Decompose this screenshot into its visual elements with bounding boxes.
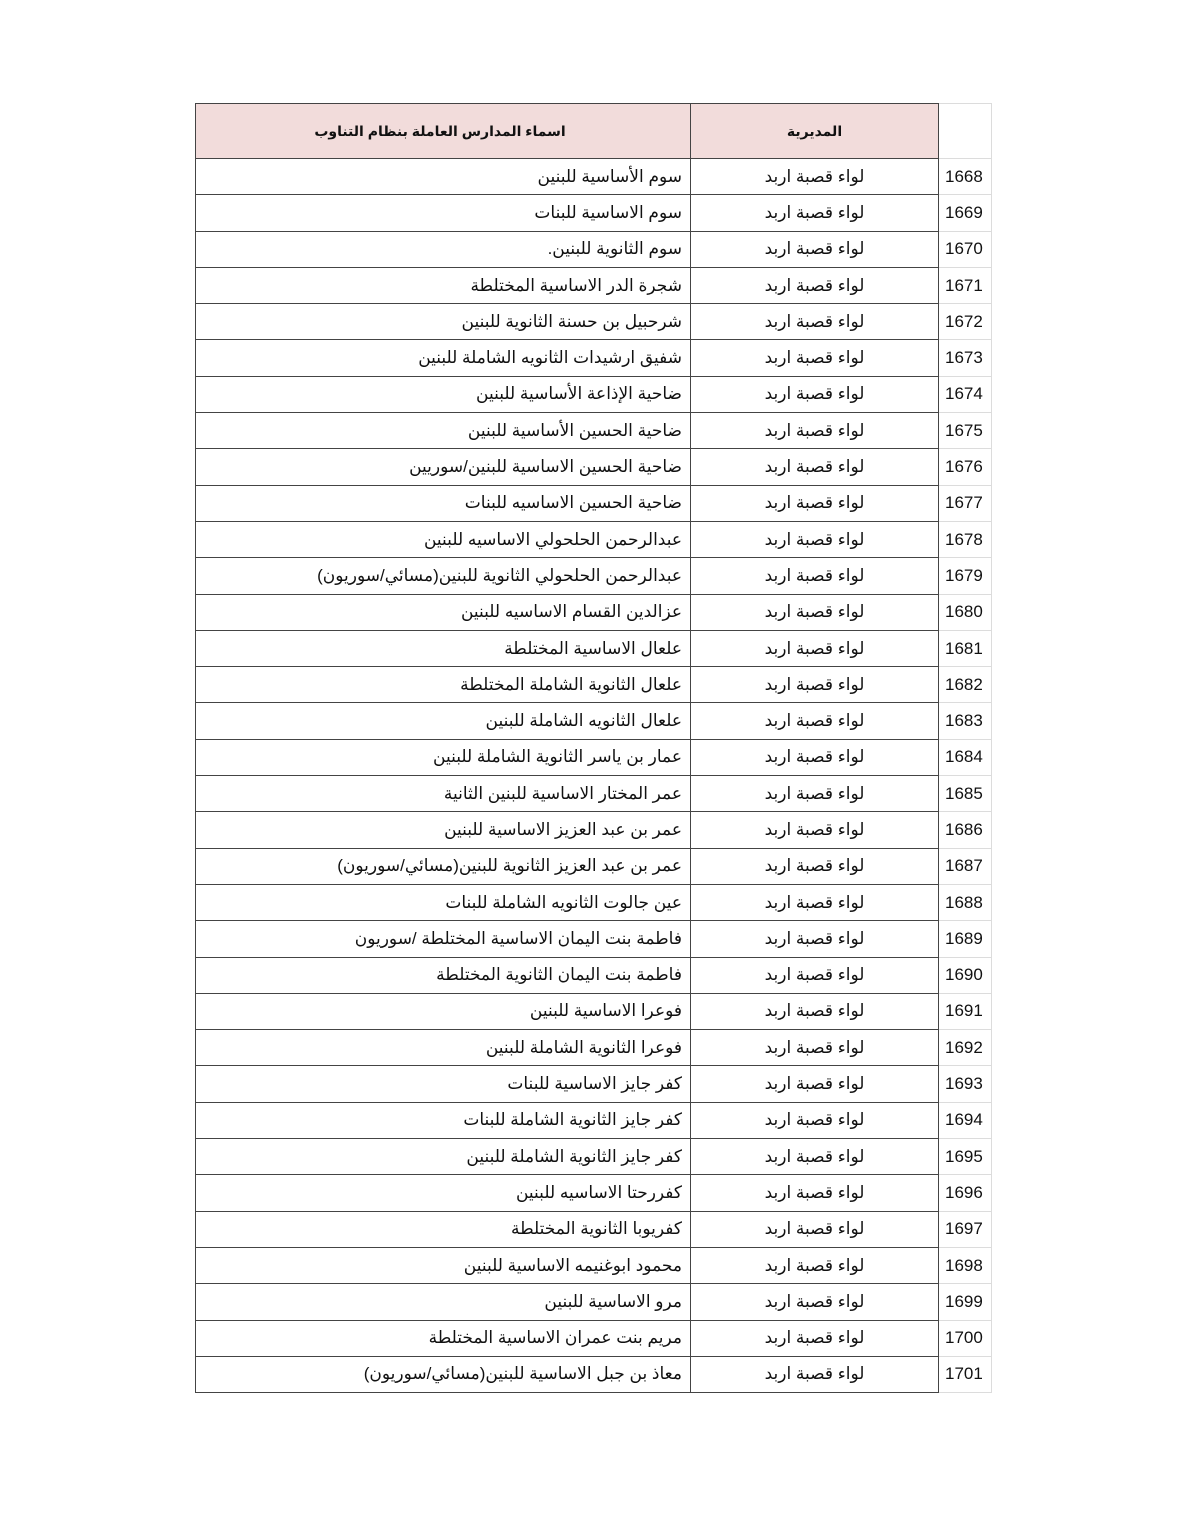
school-name: عمر بن عبد العزيز الاساسية للبنين — [444, 819, 682, 839]
row-number-cell[interactable] — [939, 848, 992, 884]
table-row — [196, 957, 992, 993]
row-number: 1673 — [945, 348, 983, 368]
row-number: 1672 — [945, 311, 983, 331]
row-number-cell[interactable] — [939, 1102, 992, 1138]
row-number-cell[interactable] — [939, 884, 992, 920]
directorate-name: لواء قصبة اربد — [764, 529, 865, 549]
directorate-cell[interactable] — [691, 776, 939, 812]
school-name-cell[interactable] — [196, 993, 691, 1029]
directorate-name: لواء قصبة اربد — [764, 493, 865, 513]
directorate-cell[interactable] — [691, 1030, 939, 1066]
school-name-cell[interactable] — [196, 413, 691, 449]
row-number-cell[interactable] — [939, 630, 992, 666]
directorate-cell[interactable] — [691, 594, 939, 630]
row-number-cell[interactable] — [939, 231, 992, 267]
row-number: 1695 — [945, 1146, 983, 1166]
header-row — [196, 104, 992, 159]
row-number-cell[interactable] — [939, 340, 992, 376]
school-name: مريم بنت عمران الاساسية المختلطة — [428, 1328, 682, 1348]
row-number-cell[interactable] — [939, 1139, 992, 1175]
directorate-name: لواء قصبة اربد — [764, 602, 865, 622]
table-row — [196, 413, 992, 449]
row-number: 1692 — [945, 1037, 983, 1057]
table-row — [196, 485, 992, 521]
school-name: سوم الاساسية للبنات — [534, 202, 682, 222]
directorate-name: لواء قصبة اربد — [764, 638, 865, 658]
school-name: ضاحية الحسين الأساسية للبنين — [467, 420, 682, 440]
school-name-cell[interactable] — [196, 1030, 691, 1066]
directorate-cell[interactable] — [691, 667, 939, 703]
school-name: سوم الثانوية للبنين. — [547, 239, 682, 259]
directorate-cell[interactable] — [691, 267, 939, 303]
school-name-cell[interactable] — [196, 449, 691, 485]
row-number: 1676 — [945, 457, 983, 477]
row-number-cell[interactable] — [939, 449, 992, 485]
school-name-cell[interactable] — [196, 812, 691, 848]
school-name-cell[interactable] — [196, 1139, 691, 1175]
school-name: عمر بن عبد العزيز الثانوية للبنين(مسائي/سوريون) — [337, 856, 682, 876]
school-name: فاطمة بنت اليمان الثانوية المختلطة — [436, 965, 682, 985]
row-number-cell[interactable] — [939, 1284, 992, 1320]
directorate-cell[interactable] — [691, 449, 939, 485]
directorate-cell[interactable] — [691, 521, 939, 557]
directorate-cell[interactable] — [691, 1211, 939, 1247]
table-row — [196, 340, 992, 376]
table-row — [196, 1030, 992, 1066]
table-row — [196, 521, 992, 557]
directorate-cell[interactable] — [691, 921, 939, 957]
school-name: كفر جايز الثانوية الشاملة للبنات — [463, 1110, 682, 1130]
school-name-cell[interactable] — [196, 884, 691, 920]
table-row — [196, 848, 992, 884]
school-name-cell[interactable] — [196, 1320, 691, 1356]
table-row — [196, 1102, 992, 1138]
school-name-cell[interactable] — [196, 1356, 691, 1392]
row-number-cell[interactable] — [939, 1247, 992, 1283]
school-name: مرو الاساسية للبنين — [544, 1291, 682, 1311]
directorate-name: لواء قصبة اربد — [764, 275, 865, 295]
school-name-cell[interactable] — [196, 1211, 691, 1247]
school-name: معاذ بن جبل الاساسية للبنين(مسائي/سوريون) — [363, 1364, 682, 1384]
row-number: 1700 — [945, 1328, 983, 1348]
school-name: ضاحية الحسين الاساسيه للبنات — [464, 493, 682, 513]
school-name-cell[interactable] — [196, 1102, 691, 1138]
table-row — [196, 1066, 992, 1102]
row-number-cell[interactable] — [939, 776, 992, 812]
row-number: 1685 — [945, 783, 983, 803]
table-row — [196, 376, 992, 412]
school-name: علعال الثانويه الشاملة للبنين — [485, 711, 682, 731]
directorate-cell[interactable] — [691, 739, 939, 775]
school-name-cell[interactable] — [196, 848, 691, 884]
table-row — [196, 667, 992, 703]
directorate-cell[interactable] — [691, 1247, 939, 1283]
directorate-cell[interactable] — [691, 812, 939, 848]
row-number: 1694 — [945, 1110, 983, 1130]
school-name: ضاحية الإذاعة الأساسية للبنين — [476, 384, 682, 404]
directorate-cell[interactable] — [691, 558, 939, 594]
row-number-cell[interactable] — [939, 413, 992, 449]
school-name-cell[interactable] — [196, 957, 691, 993]
school-name-cell[interactable] — [196, 739, 691, 775]
table-row — [196, 703, 992, 739]
school-name: ضاحية الحسين الاساسية للبنين/سوريين — [409, 457, 682, 477]
row-number: 1679 — [945, 565, 983, 585]
table-row — [196, 1211, 992, 1247]
school-name: شفيق ارشيدات الثانويه الشاملة للبنين — [418, 348, 682, 368]
row-number: 1681 — [945, 638, 983, 658]
row-number: 1688 — [945, 892, 983, 912]
row-number: 1687 — [945, 856, 983, 876]
school-name-cell[interactable] — [196, 703, 691, 739]
schools-table — [195, 103, 992, 1393]
row-number: 1680 — [945, 602, 983, 622]
directorate-cell[interactable] — [691, 1066, 939, 1102]
directorate-name: لواء قصبة اربد — [764, 348, 865, 368]
header-school-names[interactable]: اسماء المدارس العاملة بنظام التناوب — [196, 104, 691, 159]
row-number-cell[interactable] — [939, 1030, 992, 1066]
row-number-cell[interactable] — [939, 739, 992, 775]
school-name: علعال الاساسية المختلطة — [504, 638, 682, 658]
school-name-cell[interactable] — [196, 1066, 691, 1102]
directorate-cell[interactable] — [691, 957, 939, 993]
directorate-name: لواء قصبة اربد — [764, 1364, 865, 1384]
school-name: علعال الثانوية الشاملة المختلطة — [460, 674, 682, 694]
row-number-cell[interactable] — [939, 376, 992, 412]
row-number-cell[interactable] — [939, 195, 992, 231]
table-row — [196, 1175, 992, 1211]
directorate-cell[interactable] — [691, 340, 939, 376]
row-number: 1697 — [945, 1219, 983, 1239]
school-name: شجرة الدر الاساسية المختلطة — [470, 275, 682, 295]
row-number: 1690 — [945, 965, 983, 985]
table-row — [196, 304, 992, 340]
directorate-cell[interactable] — [691, 195, 939, 231]
directorate-cell[interactable] — [691, 1102, 939, 1138]
row-number: 1689 — [945, 928, 983, 948]
school-name-cell[interactable] — [196, 594, 691, 630]
table-row — [196, 739, 992, 775]
table-row — [196, 449, 992, 485]
directorate-cell[interactable] — [691, 485, 939, 521]
table-row — [196, 1284, 992, 1320]
directorate-name: لواء قصبة اربد — [764, 166, 865, 186]
directorate-name: لواء قصبة اربد — [764, 1255, 865, 1275]
table-row — [196, 812, 992, 848]
directorate-name: لواء قصبة اربد — [764, 1291, 865, 1311]
directorate-cell[interactable] — [691, 848, 939, 884]
school-name: عزالدين القسام الاساسيه للبنين — [460, 602, 682, 622]
table-row — [196, 1356, 992, 1392]
directorate-name: لواء قصبة اربد — [764, 965, 865, 985]
row-number-cell[interactable] — [939, 921, 992, 957]
row-number-cell[interactable] — [939, 1320, 992, 1356]
directorate-name: لواء قصبة اربد — [764, 711, 865, 731]
row-number: 1684 — [945, 747, 983, 767]
directorate-name: لواء قصبة اربد — [764, 1110, 865, 1130]
school-name-cell[interactable] — [196, 159, 691, 195]
directorate-name: لواء قصبة اربد — [764, 747, 865, 767]
row-number-cell[interactable] — [939, 1175, 992, 1211]
school-name-cell[interactable] — [196, 558, 691, 594]
table-row — [196, 1320, 992, 1356]
school-name-cell[interactable] — [196, 521, 691, 557]
directorate-cell[interactable] — [691, 1139, 939, 1175]
row-number: 1670 — [945, 239, 983, 259]
school-name: عين جالوت الثانويه الشاملة للبنات — [445, 892, 682, 912]
school-name-cell[interactable] — [196, 1247, 691, 1283]
row-number: 1698 — [945, 1255, 983, 1275]
school-name: عبدالرحمن الحلحولي الاساسيه للبنين — [423, 529, 682, 549]
row-number: 1675 — [945, 420, 983, 440]
row-number: 1701 — [945, 1364, 983, 1384]
directorate-cell[interactable] — [691, 304, 939, 340]
table-row — [196, 921, 992, 957]
table-row — [196, 159, 992, 195]
table-row — [196, 594, 992, 630]
directorate-cell[interactable] — [691, 1320, 939, 1356]
table-row — [196, 993, 992, 1029]
school-name: عمار بن ياسر الثانوية الشاملة للبنين — [433, 747, 682, 767]
directorate-name: لواء قصبة اربد — [764, 928, 865, 948]
directorate-cell[interactable] — [691, 1356, 939, 1392]
school-name-cell[interactable] — [196, 195, 691, 231]
school-name-cell[interactable] — [196, 267, 691, 303]
school-name-cell[interactable] — [196, 921, 691, 957]
school-name-cell[interactable] — [196, 630, 691, 666]
row-number-cell[interactable] — [939, 485, 992, 521]
directorate-name: لواء قصبة اربد — [764, 856, 865, 876]
row-number: 1682 — [945, 674, 983, 694]
school-name: فاطمة بنت اليمان الاساسية المختلطة /سوريون — [354, 928, 682, 948]
directorate-name: لواء قصبة اربد — [764, 311, 865, 331]
school-name-cell[interactable] — [196, 1175, 691, 1211]
directorate-name: لواء قصبة اربد — [764, 565, 865, 585]
directorate-cell[interactable] — [691, 993, 939, 1029]
row-number-cell[interactable] — [939, 1066, 992, 1102]
school-name-cell[interactable] — [196, 776, 691, 812]
school-name-cell[interactable] — [196, 340, 691, 376]
school-name: محمود ابوغنيمه الاساسية للبنين — [463, 1255, 682, 1275]
row-number-cell[interactable] — [939, 304, 992, 340]
directorate-cell[interactable] — [691, 1175, 939, 1211]
directorate-name: لواء قصبة اربد — [764, 892, 865, 912]
table-row — [196, 1139, 992, 1175]
table-row — [196, 1247, 992, 1283]
header-directorate[interactable]: المديرية — [691, 104, 939, 159]
directorate-name: لواء قصبة اربد — [764, 1001, 865, 1021]
row-number: 1668 — [945, 166, 983, 186]
row-number-cell[interactable] — [939, 594, 992, 630]
school-name: شرحبيل بن حسنة الثانوية للبنين — [461, 311, 682, 331]
directorate-name: لواء قصبة اربد — [764, 674, 865, 694]
school-name-cell[interactable] — [196, 231, 691, 267]
row-number-cell[interactable] — [939, 667, 992, 703]
directorate-name: لواء قصبة اربد — [764, 457, 865, 477]
table-row — [196, 558, 992, 594]
table-row — [196, 231, 992, 267]
row-number-cell[interactable] — [939, 993, 992, 1029]
header-number[interactable] — [939, 104, 992, 159]
school-name-cell[interactable] — [196, 667, 691, 703]
directorate-cell[interactable] — [691, 1284, 939, 1320]
row-number: 1677 — [945, 493, 983, 513]
row-number-cell[interactable] — [939, 703, 992, 739]
row-number-cell[interactable] — [939, 159, 992, 195]
row-number: 1699 — [945, 1291, 983, 1311]
directorate-cell[interactable] — [691, 159, 939, 195]
row-number-cell[interactable] — [939, 1211, 992, 1247]
school-name: عبدالرحمن الحلحولي الثانوية للبنين(مسائي/سوريون) — [317, 565, 682, 585]
table-row — [196, 195, 992, 231]
directorate-name: لواء قصبة اربد — [764, 1219, 865, 1239]
row-number: 1691 — [945, 1001, 983, 1021]
row-number-cell[interactable] — [939, 957, 992, 993]
school-name: كفررحتا الاساسيه للبنين — [515, 1182, 682, 1202]
school-name: كفر جايز الثانوية الشاملة للبنين — [466, 1146, 682, 1166]
school-name: كفريوبا الثانوية المختلطة — [510, 1219, 682, 1239]
directorate-name: لواء قصبة اربد — [764, 1328, 865, 1348]
directorate-name: لواء قصبة اربد — [764, 783, 865, 803]
school-name: سوم الأساسية للبنين — [537, 166, 682, 186]
directorate-cell[interactable] — [691, 884, 939, 920]
row-number: 1686 — [945, 819, 983, 839]
table-row — [196, 776, 992, 812]
directorate-cell[interactable] — [691, 376, 939, 412]
directorate-name: لواء قصبة اربد — [764, 1037, 865, 1057]
row-number-cell[interactable] — [939, 812, 992, 848]
school-name-cell[interactable] — [196, 376, 691, 412]
directorate-cell[interactable] — [691, 703, 939, 739]
school-name: فوعرا الثانوية الشاملة للبنين — [485, 1037, 682, 1057]
school-name: فوعرا الاساسية للبنين — [529, 1001, 682, 1021]
school-name-cell[interactable] — [196, 485, 691, 521]
directorate-name: لواء قصبة اربد — [764, 1146, 865, 1166]
table-row — [196, 630, 992, 666]
row-number-cell[interactable] — [939, 267, 992, 303]
directorate-cell[interactable] — [691, 231, 939, 267]
table-row — [196, 267, 992, 303]
row-number: 1669 — [945, 202, 983, 222]
row-number: 1693 — [945, 1074, 983, 1094]
row-number: 1678 — [945, 529, 983, 549]
row-number-cell[interactable] — [939, 521, 992, 557]
directorate-name: لواء قصبة اربد — [764, 239, 865, 259]
row-number: 1671 — [945, 275, 983, 295]
school-name: كفر جايز الاساسية للبنات — [507, 1074, 682, 1094]
row-number: 1683 — [945, 711, 983, 731]
school-name-cell[interactable] — [196, 1284, 691, 1320]
table-row — [196, 884, 992, 920]
row-number-cell[interactable] — [939, 1356, 992, 1392]
directorate-name: لواء قصبة اربد — [764, 1074, 865, 1094]
directorate-name: لواء قصبة اربد — [764, 1182, 865, 1202]
directorate-cell[interactable] — [691, 413, 939, 449]
directorate-name: لواء قصبة اربد — [764, 384, 865, 404]
table-body — [196, 159, 992, 1393]
row-number: 1674 — [945, 384, 983, 404]
school-name-cell[interactable] — [196, 304, 691, 340]
directorate-name: لواء قصبة اربد — [764, 202, 865, 222]
directorate-name: لواء قصبة اربد — [764, 819, 865, 839]
school-name: عمر المختار الاساسية للبنين الثانية — [443, 783, 682, 803]
row-number-cell[interactable] — [939, 558, 992, 594]
directorate-name: لواء قصبة اربد — [764, 420, 865, 440]
row-number: 1696 — [945, 1182, 983, 1202]
directorate-cell[interactable] — [691, 630, 939, 666]
